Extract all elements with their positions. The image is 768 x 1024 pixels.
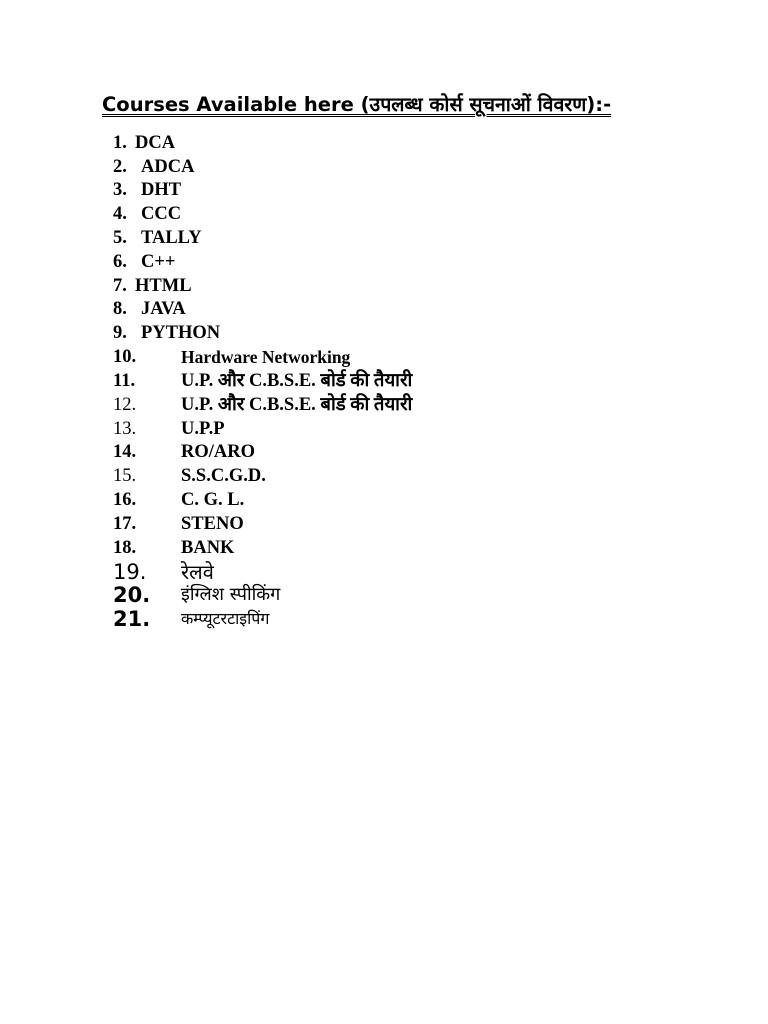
course-number: 3.: [113, 180, 127, 200]
course-name: U.P.P: [181, 419, 225, 439]
course-item: [0, 345, 700, 369]
course-number: 4.: [113, 204, 127, 224]
course-name: JAVA: [141, 299, 186, 319]
course-number: 12.: [113, 395, 137, 415]
course-item: [0, 226, 700, 250]
course-name: BANK: [181, 538, 235, 558]
course-number: 11.: [113, 371, 136, 391]
course-item: [0, 274, 700, 298]
course-item: [0, 250, 700, 274]
course-name: RO/ARO: [181, 442, 255, 462]
course-name: Hardware Networking: [181, 347, 351, 367]
course-name: कम्प्यूटरटाइपिंग: [181, 609, 270, 628]
course-item: [0, 297, 700, 321]
course-name: ADCA: [141, 157, 195, 177]
course-item: [0, 583, 700, 607]
course-number: 10.: [113, 347, 137, 367]
course-item: [0, 440, 700, 464]
course-number: 6.: [113, 252, 127, 272]
course-name: DCA: [135, 133, 176, 153]
course-item: [0, 178, 700, 202]
course-item: [0, 369, 700, 393]
document-title: Courses Available here (उपलब्ध कोर्स सूचनाओं विवरण):-: [102, 93, 612, 116]
course-number: 18.: [113, 538, 137, 558]
course-name: C++: [141, 252, 176, 272]
course-number: 15.: [113, 466, 137, 486]
course-number: 21.: [113, 607, 151, 631]
course-item: [0, 536, 700, 560]
course-item: [0, 202, 700, 226]
course-number: 8.: [113, 299, 127, 319]
course-name: रेलवे: [181, 560, 214, 584]
course-item: [0, 488, 700, 512]
course-name: HTML: [135, 276, 192, 296]
course-number: 9.: [113, 323, 127, 343]
course-number: 1.: [113, 133, 127, 153]
course-item: [0, 512, 700, 536]
course-item: [0, 464, 700, 488]
course-name: CCC: [141, 204, 182, 224]
course-number: 13.: [113, 419, 137, 439]
course-number: 5.: [113, 228, 127, 248]
course-number: 17.: [113, 514, 137, 534]
course-name: C. G. L.: [181, 490, 245, 510]
course-number: 14.: [113, 442, 137, 462]
course-name: STENO: [181, 514, 244, 534]
course-name: इंग्लिश स्पीकिंग: [181, 584, 281, 605]
course-name: S.S.C.G.D.: [181, 466, 266, 486]
course-name: U.P. और C.B.S.E. बोर्ड की तैयारी: [181, 371, 413, 391]
course-number: 16.: [113, 490, 137, 510]
course-number: 7.: [113, 276, 127, 296]
course-item: [0, 393, 700, 417]
course-item: [0, 417, 700, 441]
course-name: PYTHON: [141, 323, 221, 343]
course-number: 19.: [113, 560, 147, 584]
course-name: TALLY: [141, 228, 202, 248]
course-item: [0, 155, 700, 179]
course-name: DHT: [141, 180, 182, 200]
course-name: U.P. और C.B.S.E. बोर्ड की तैयारी: [181, 395, 413, 415]
course-item: [0, 321, 700, 345]
course-item: [0, 560, 700, 584]
course-number: 20.: [113, 583, 151, 607]
course-number: 2.: [113, 157, 127, 177]
course-item: [0, 131, 700, 155]
course-item: [0, 607, 700, 631]
